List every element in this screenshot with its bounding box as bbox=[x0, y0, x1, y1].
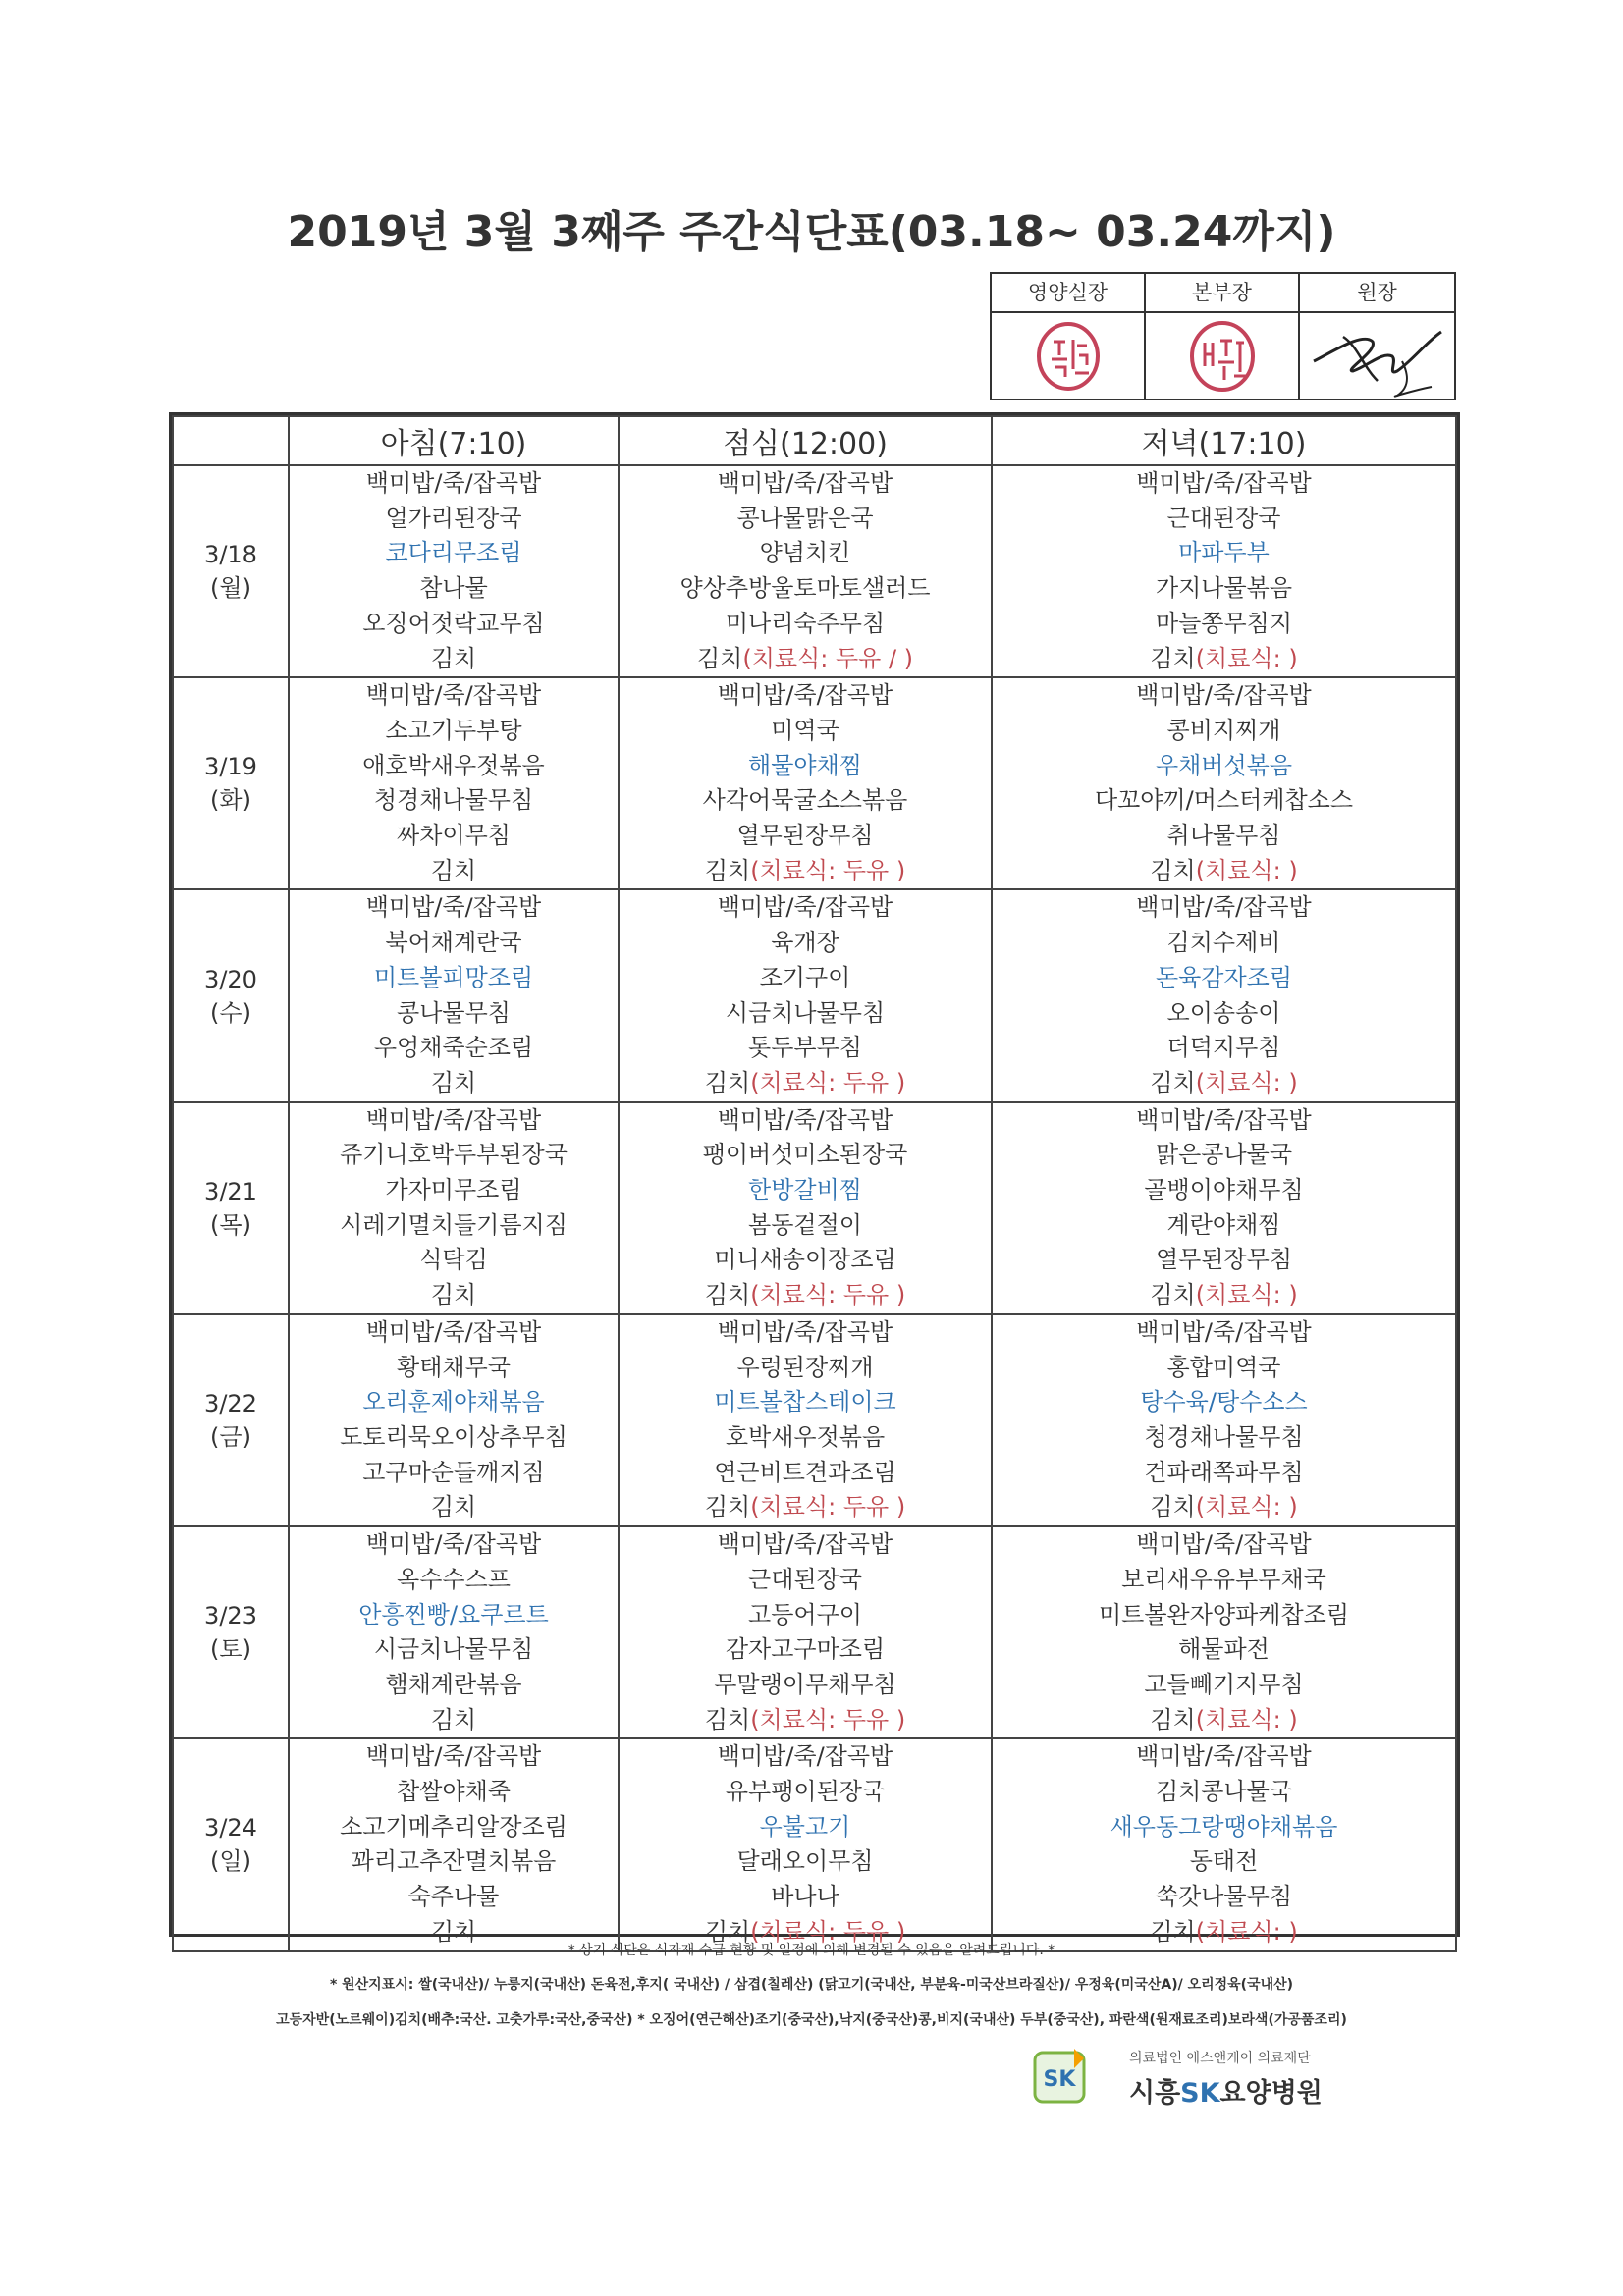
red-seal-stamp bbox=[1034, 320, 1103, 393]
day-weekday: (일) bbox=[210, 1847, 251, 1876]
day-cell bbox=[173, 889, 289, 1101]
menu-item: 김치 bbox=[430, 1705, 477, 1734]
menu-item: 김치 bbox=[430, 1281, 477, 1309]
menu-item: 양상추방울토마토샐러드 bbox=[679, 574, 931, 603]
menu-item: 백미밥/죽/잡곡밥 bbox=[717, 1530, 893, 1559]
menu-item: 김치 bbox=[430, 1068, 477, 1096]
menu-item: 골뱅이야채무침 bbox=[1144, 1176, 1304, 1204]
menu-item: 김치 bbox=[430, 1917, 477, 1946]
menu-item: 김치 bbox=[430, 644, 477, 672]
therapy-diet-note: (치료식: ) bbox=[1195, 1068, 1298, 1096]
menu-item: 백미밥/죽/잡곡밥 bbox=[717, 469, 893, 497]
table-row bbox=[173, 1102, 1456, 1314]
approval-box bbox=[990, 272, 1456, 400]
menu-item: 청경채나물무침 bbox=[373, 786, 534, 815]
menu-item: 양념치킨 bbox=[759, 539, 851, 567]
menu-item: 도토리묵오이상추무침 bbox=[340, 1422, 568, 1451]
menu-item: 식탁김 bbox=[419, 1246, 488, 1274]
lunch-cell bbox=[619, 889, 992, 1101]
approval-header-nutrition: 영양실장 bbox=[992, 274, 1146, 313]
lunch-cell bbox=[619, 677, 992, 889]
menu-item: 달래오이무침 bbox=[736, 1847, 874, 1876]
menu-item: 우엉채죽순조림 bbox=[373, 1034, 534, 1062]
menu-item: 해물파전 bbox=[1178, 1635, 1270, 1664]
menu-item: 백미밥/죽/잡곡밥 bbox=[717, 893, 893, 922]
menu-item: 우렁된장찌개 bbox=[736, 1353, 874, 1381]
day-date: 3/18 bbox=[204, 541, 257, 569]
menu-item: 황태채무국 bbox=[397, 1353, 511, 1381]
menu-item: 톳두부무침 bbox=[748, 1034, 862, 1062]
menu-item: 백미밥/죽/잡곡밥 bbox=[365, 1105, 542, 1134]
dinner-cell bbox=[992, 1738, 1456, 1950]
menu-item: 백미밥/죽/잡곡밥 bbox=[1136, 1530, 1312, 1559]
menu-item: 오징어젓락교무침 bbox=[362, 609, 545, 637]
menu-item: 고등어구이 bbox=[748, 1600, 862, 1629]
menu-item: 마늘쫑무침지 bbox=[1155, 609, 1293, 637]
dinner-cell bbox=[992, 1102, 1456, 1314]
menu-item: 근대된장국 bbox=[1166, 504, 1281, 532]
origin-notice-line1: * 원산지표시: 쌀(국내산)/ 누룽지(국내산) 돈육전,후지( 국내산) / 삼겹(칠레산) (닭고기(국내산, 부분육-미국산브라질산)/ 우정육(미국산A)/ 오리정육(국내산) bbox=[329, 1977, 1294, 1993]
table-row bbox=[173, 1314, 1456, 1526]
menu-item: 안흥찐빵/요쿠르트 bbox=[358, 1600, 549, 1629]
menu-item: 청경채나물무침 bbox=[1144, 1422, 1304, 1451]
menu-item: 콩나물맑은국 bbox=[736, 504, 874, 532]
menu-item: 쑥갓나물무침 bbox=[1155, 1883, 1293, 1911]
dinner-cell bbox=[992, 465, 1456, 677]
breakfast-cell bbox=[289, 1526, 619, 1738]
menu-item: 계란야채찜 bbox=[1166, 1210, 1281, 1239]
header-dinner: 저녁(17:10) bbox=[992, 416, 1456, 465]
table-row bbox=[173, 677, 1456, 889]
menu-item: 근대된장국 bbox=[748, 1565, 862, 1593]
day-cell bbox=[173, 677, 289, 889]
menu-item: 옥수수스프 bbox=[397, 1565, 511, 1593]
menu-item: 백미밥/죽/잡곡밥 bbox=[717, 1317, 893, 1346]
menu-item: 백미밥/죽/잡곡밥 bbox=[365, 1530, 542, 1559]
day-weekday: (월) bbox=[210, 574, 251, 603]
red-seal-stamp bbox=[1187, 319, 1258, 394]
menu-item: 김치(치료식: ) bbox=[1150, 644, 1298, 672]
day-date: 3/23 bbox=[204, 1602, 257, 1630]
menu-item: 콩비지찌개 bbox=[1166, 716, 1281, 744]
menu-item: 백미밥/죽/잡곡밥 bbox=[365, 1317, 542, 1346]
day-cell bbox=[173, 1526, 289, 1738]
svg-text:SK: SK bbox=[1043, 2067, 1076, 2092]
menu-item: 연근비트견과조림 bbox=[714, 1458, 896, 1486]
menu-item: 참나물 bbox=[419, 574, 488, 603]
menu-item: 김치수제비 bbox=[1166, 929, 1281, 957]
therapy-diet-note: (치료식: 두유 / ) bbox=[742, 644, 914, 672]
menu-item: 쥬기니호박두부된장국 bbox=[340, 1141, 568, 1169]
day-weekday: (토) bbox=[210, 1635, 251, 1664]
dinner-cell bbox=[992, 1314, 1456, 1526]
menu-item: 백미밥/죽/잡곡밥 bbox=[1136, 893, 1312, 922]
day-cell bbox=[173, 1314, 289, 1526]
menu-item: 탕수육/탕수소스 bbox=[1140, 1388, 1308, 1416]
menu-item: 소고기두부탕 bbox=[385, 716, 522, 744]
logo-subtitle: 의료법인 에스앤케이 의료재단 bbox=[1129, 2051, 1311, 2066]
menu-item: 얼가리된장국 bbox=[385, 504, 522, 532]
menu-item: 백미밥/죽/잡곡밥 bbox=[1136, 1105, 1312, 1134]
menu-item: 고구마순들깨지짐 bbox=[362, 1458, 545, 1486]
lunch-cell bbox=[619, 1738, 992, 1950]
menu-item: 코다리무조림 bbox=[385, 539, 522, 567]
menu-item: 김치(치료식: 두유 ) bbox=[704, 1917, 906, 1946]
weekly-menu-table bbox=[169, 412, 1460, 1946]
therapy-diet-note: (치료식: ) bbox=[1195, 1917, 1298, 1946]
menu-item: 우채버섯볶음 bbox=[1155, 751, 1293, 779]
page-title: 2019년 3월 3째주 주간식단표(03.18~ 03.24까지) bbox=[287, 207, 1336, 257]
menu-item: 콩나물무침 bbox=[397, 998, 511, 1027]
therapy-diet-note: (치료식: ) bbox=[1195, 1493, 1298, 1522]
day-cell bbox=[173, 465, 289, 677]
menu-item: 동태전 bbox=[1189, 1847, 1259, 1876]
day-weekday: (화) bbox=[210, 786, 251, 815]
table-row bbox=[173, 1526, 1456, 1738]
menu-item: 새우동그랑땡야채볶음 bbox=[1109, 1812, 1338, 1841]
breakfast-cell bbox=[289, 1102, 619, 1314]
menu-item: 짜차이무침 bbox=[397, 822, 511, 850]
menu-item: 가자미무조림 bbox=[385, 1176, 522, 1204]
menu-item: 김치(치료식: 두유 ) bbox=[704, 1068, 906, 1096]
day-date: 3/24 bbox=[204, 1814, 257, 1842]
menu-item: 돈육감자조림 bbox=[1155, 963, 1293, 991]
menu-item: 사각어묵굴소스볶음 bbox=[702, 786, 908, 815]
dinner-cell bbox=[992, 1526, 1456, 1738]
menu-item: 김치(치료식: 두유 ) bbox=[704, 1493, 906, 1522]
dinner-cell bbox=[992, 677, 1456, 889]
menu-item: 백미밥/죽/잡곡밥 bbox=[365, 681, 542, 710]
menu-item: 취나물무침 bbox=[1166, 822, 1281, 850]
menu-item: 김치(치료식: 두유 / ) bbox=[696, 644, 914, 672]
header-breakfast: 아침(7:10) bbox=[289, 416, 619, 465]
menu-item: 호박새우젓볶음 bbox=[725, 1422, 886, 1451]
day-weekday: (금) bbox=[210, 1422, 251, 1451]
menu-item: 김치(치료식: 두유 ) bbox=[704, 1705, 906, 1734]
therapy-diet-note: (치료식: 두유 ) bbox=[750, 1493, 906, 1522]
day-cell bbox=[173, 1738, 289, 1950]
menu-item: 애호박새우젓볶음 bbox=[362, 751, 545, 779]
breakfast-cell bbox=[289, 465, 619, 677]
therapy-diet-note: (치료식: ) bbox=[1195, 856, 1298, 884]
menu-item: 백미밥/죽/잡곡밥 bbox=[1136, 1317, 1312, 1346]
menu-item: 우불고기 bbox=[759, 1812, 851, 1841]
menu-item: 미트볼완자양파케찹조림 bbox=[1098, 1600, 1350, 1629]
approval-sign-director bbox=[1146, 313, 1300, 399]
menu-item: 김치(치료식: ) bbox=[1150, 1705, 1298, 1734]
lunch-cell bbox=[619, 1526, 992, 1738]
day-date: 3/20 bbox=[204, 965, 257, 993]
menu-item: 오리훈제야채볶음 bbox=[362, 1388, 545, 1416]
menu-item: 김치 bbox=[430, 1493, 477, 1522]
menu-item: 김치(치료식: ) bbox=[1150, 1917, 1298, 1946]
menu-item: 김치(치료식: ) bbox=[1150, 856, 1298, 884]
menu-item: 해물야채찜 bbox=[748, 751, 862, 779]
breakfast-cell bbox=[289, 889, 619, 1101]
table-row bbox=[173, 465, 1456, 677]
therapy-diet-note: (치료식: ) bbox=[1195, 644, 1298, 672]
menu-item: 미나리숙주무침 bbox=[725, 609, 886, 637]
menu-item: 김치(치료식: 두유 ) bbox=[704, 856, 906, 884]
menu-item: 유부팽이된장국 bbox=[725, 1778, 886, 1806]
menu-item: 백미밥/죽/잡곡밥 bbox=[1136, 469, 1312, 497]
menu-item: 햄채계란볶음 bbox=[385, 1670, 522, 1698]
therapy-diet-note: (치료식: 두유 ) bbox=[750, 1917, 906, 1946]
menu-item: 육개장 bbox=[771, 929, 839, 957]
menu-item: 시금치나물무침 bbox=[373, 1635, 534, 1664]
breakfast-cell bbox=[289, 1314, 619, 1526]
lunch-cell bbox=[619, 1102, 992, 1314]
day-date: 3/22 bbox=[204, 1389, 257, 1417]
menu-item: 열무된장무침 bbox=[1155, 1246, 1293, 1274]
therapy-diet-note: (치료식: 두유 ) bbox=[750, 1068, 906, 1096]
menu-item: 미트볼피망조림 bbox=[373, 963, 534, 991]
menu-item: 더덕지무침 bbox=[1166, 1034, 1281, 1062]
change-notice: * 상기 식단은 식자재 수급 현황 및 일정에 의해 변경될 수 있음을 알려드립니다. * bbox=[568, 1943, 1055, 1958]
table-header-row bbox=[173, 416, 1456, 465]
breakfast-cell bbox=[289, 1738, 619, 1950]
menu-item: 북어채계란국 bbox=[385, 929, 522, 957]
therapy-diet-note: (치료식: ) bbox=[1195, 1705, 1298, 1734]
menu-item: 감자고구마조림 bbox=[725, 1635, 886, 1664]
table-row bbox=[173, 1738, 1456, 1950]
breakfast-cell bbox=[289, 677, 619, 889]
menu-item: 봄동겉절이 bbox=[748, 1210, 862, 1239]
menu-item: 김치(치료식: 두유 ) bbox=[704, 1281, 906, 1309]
menu-item: 건파래쪽파무침 bbox=[1144, 1458, 1304, 1486]
menu-item: 김치 bbox=[430, 856, 477, 884]
lunch-cell bbox=[619, 1314, 992, 1526]
menu-item: 김치(치료식: ) bbox=[1150, 1281, 1298, 1309]
lunch-cell bbox=[619, 465, 992, 677]
therapy-diet-note: (치료식: 두유 ) bbox=[750, 856, 906, 884]
hospital-name: 시흥SK요양병원 bbox=[1129, 2078, 1323, 2109]
menu-item: 김치(치료식: ) bbox=[1150, 1493, 1298, 1522]
menu-item: 백미밥/죽/잡곡밥 bbox=[365, 469, 542, 497]
menu-item: 백미밥/죽/잡곡밥 bbox=[365, 893, 542, 922]
approval-sign-chief bbox=[1300, 313, 1454, 399]
handwritten-signature bbox=[1304, 312, 1451, 400]
table-row bbox=[173, 889, 1456, 1101]
menu-item: 백미밥/죽/잡곡밥 bbox=[717, 681, 893, 710]
menu-item: 바나나 bbox=[771, 1883, 839, 1911]
therapy-diet-note: (치료식: 두유 ) bbox=[750, 1705, 906, 1734]
menu-item: 미니새송이장조림 bbox=[714, 1246, 896, 1274]
menu-item: 백미밥/죽/잡곡밥 bbox=[717, 1105, 893, 1134]
menu-item: 고들빼기지무침 bbox=[1144, 1670, 1304, 1698]
dinner-cell bbox=[992, 889, 1456, 1101]
menu-item: 한방갈비찜 bbox=[748, 1176, 862, 1204]
menu-item: 열무된장무침 bbox=[736, 822, 874, 850]
day-cell bbox=[173, 1102, 289, 1314]
menu-item: 소고기메추리알장조림 bbox=[340, 1812, 568, 1841]
menu-item: 마파두부 bbox=[1178, 539, 1270, 567]
menu-item: 오이송송이 bbox=[1166, 998, 1281, 1027]
approval-header-director: 본부장 bbox=[1146, 274, 1300, 313]
menu-item: 백미밥/죽/잡곡밥 bbox=[1136, 1742, 1312, 1771]
menu-item: 백미밥/죽/잡곡밥 bbox=[365, 1742, 542, 1771]
menu-item: 시금치나물무침 bbox=[725, 998, 886, 1027]
menu-item: 가지나물볶음 bbox=[1155, 574, 1293, 603]
day-weekday: (수) bbox=[210, 998, 251, 1027]
menu-item: 팽이버섯미소된장국 bbox=[702, 1141, 908, 1169]
menu-item: 꽈리고추잔멸치볶음 bbox=[351, 1847, 557, 1876]
menu-item: 조기구이 bbox=[759, 963, 851, 991]
menu-item: 시레기멸치들기름지짐 bbox=[340, 1210, 568, 1239]
menu-item: 숙주나물 bbox=[407, 1883, 500, 1911]
menu-item: 김치(치료식: ) bbox=[1150, 1068, 1298, 1096]
menu-item: 보리새우유부무채국 bbox=[1121, 1565, 1326, 1593]
sk-logo-icon bbox=[1031, 2045, 1119, 2113]
therapy-diet-note: (치료식: ) bbox=[1195, 1281, 1298, 1309]
menu-item: 다꼬야끼/머스터케찹소스 bbox=[1094, 786, 1354, 815]
menu-item: 미역국 bbox=[771, 716, 839, 744]
day-date: 3/19 bbox=[204, 753, 257, 781]
day-weekday: (목) bbox=[210, 1210, 251, 1239]
therapy-diet-note: (치료식: 두유 ) bbox=[750, 1281, 906, 1309]
menu-item: 홍합미역국 bbox=[1166, 1353, 1281, 1381]
menu-item: 맑은콩나물국 bbox=[1155, 1141, 1293, 1169]
approval-header-chief: 원장 bbox=[1300, 274, 1454, 313]
day-date: 3/21 bbox=[204, 1177, 257, 1205]
menu-item: 백미밥/죽/잡곡밥 bbox=[717, 1742, 893, 1771]
header-day bbox=[173, 416, 289, 465]
origin-notice-line2: 고등자반(노르웨이)김치(배추:국산. 고춧가루:국산,중국산) * 오징어(연근해산)조기(중국산),낙지(중국산)콩,비지(국내산) 두부(중국산), 파란색(원재료조리)보라색(가공품조리) bbox=[276, 2012, 1347, 2028]
menu-item: 찹쌀야채죽 bbox=[397, 1778, 511, 1806]
menu-item: 미트볼찹스테이크 bbox=[714, 1388, 896, 1416]
menu-item: 무말랭이무채무침 bbox=[714, 1670, 896, 1698]
menu-item: 김치콩나물국 bbox=[1155, 1778, 1293, 1806]
approval-sign-nutrition bbox=[992, 313, 1146, 399]
menu-item: 백미밥/죽/잡곡밥 bbox=[1136, 681, 1312, 710]
header-lunch: 점심(12:00) bbox=[619, 416, 992, 465]
